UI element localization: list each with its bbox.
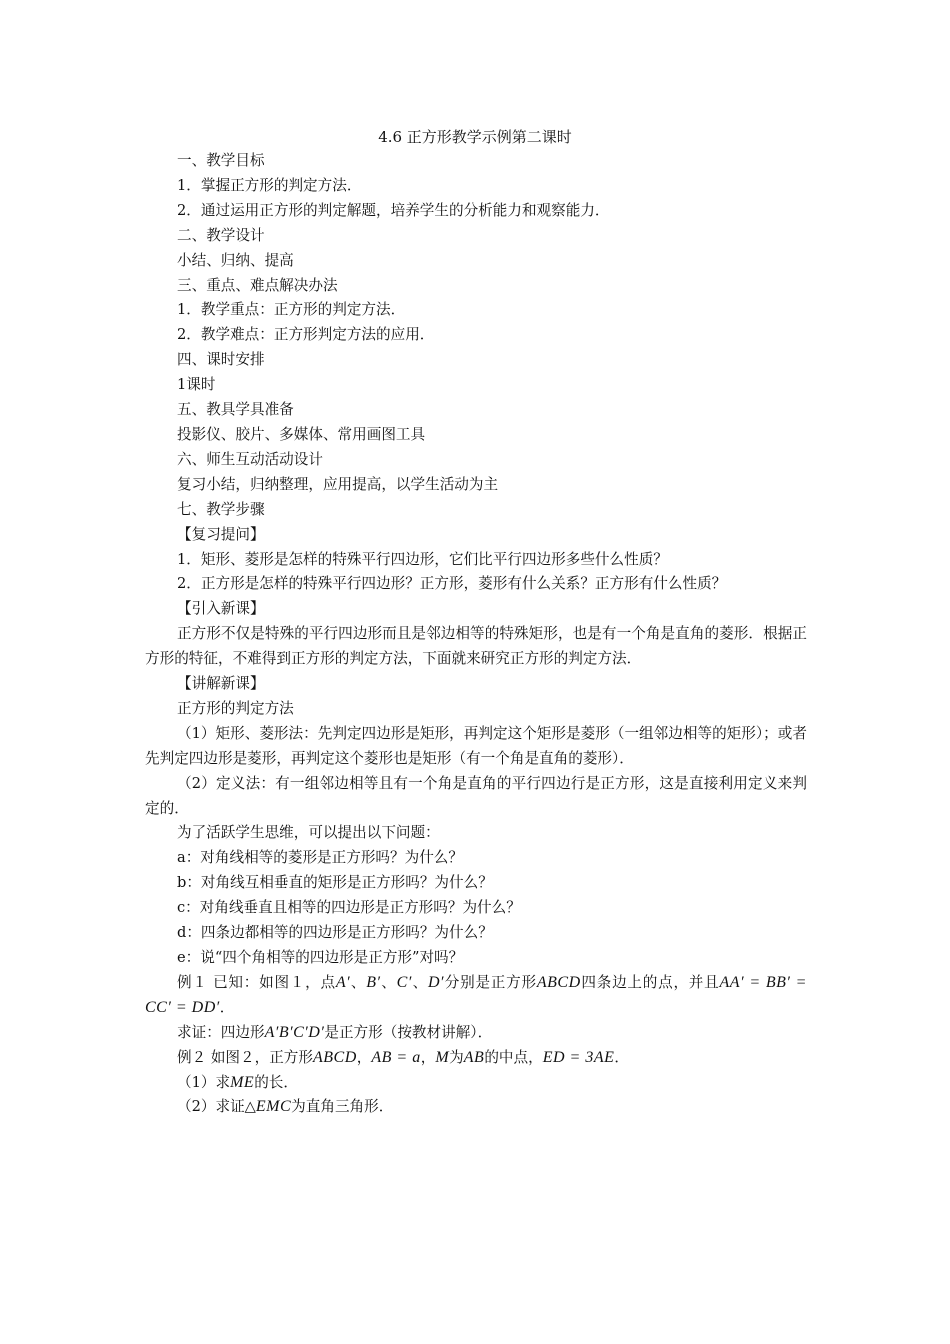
example-2-question-1 (145, 1071, 807, 1096)
quad-a-b-c-d-prime: A′B′C′D′ (264, 1023, 325, 1041)
q2-suffix: 为直角三角形． (291, 1098, 394, 1116)
ex1-sep-3: 、 (411, 973, 428, 991)
question-e: e：说“四个角相等的四边形是正方形”对吗？ (177, 949, 464, 966)
question-a: a：对角线相等的菱形是正方形吗？为什么？ (177, 849, 463, 867)
lecture-heading: 【讲解新课】 (177, 675, 265, 693)
section-heading-steps: 七、教学步骤 (177, 500, 265, 518)
section-heading-design: 二、教学设计 (177, 226, 265, 244)
activities-text: 复习小结，归纳整理，应用提高，以学生活动为主 (177, 475, 499, 493)
goal-item-2: 2．通过运用正方形的判定解题，培养学生的分析能力和观察能力． (177, 201, 610, 219)
q1-prefix: （1）求 (177, 1073, 231, 1091)
tools-text: 投影仪、胶片、多媒体、常用画图工具 (177, 425, 426, 443)
square-abcd: ABCD (536, 973, 581, 991)
review-question-1: 1．矩形、菱形是怎样的特殊平行四边形，它们比平行四边形多些什么性质？ (177, 550, 668, 568)
prove-prefix: 求证：四边形 (177, 1023, 265, 1041)
example-2-question-2 (145, 1095, 807, 1120)
equation-ab-a: AB = a (371, 1048, 421, 1066)
q2-prefix: （2）求证△ (177, 1098, 256, 1116)
point-b-prime: B′ (366, 973, 381, 991)
section-heading-goals: 一、教学目标 (177, 152, 265, 169)
triangle-emc: EMC (255, 1098, 292, 1116)
intro-paragraph: 正方形不仅是特殊的平行四边形而且是邻边相等的特殊矩形，也是有一个角是直角的菱形．根据正方形的特征，不难得到正方形的判定方法，下面就来研究正方形的判定方法． (145, 625, 807, 668)
ex2-comma-2: ， (420, 1048, 436, 1066)
example-1-statement (145, 971, 807, 1021)
ex2-mid2: 的中点， (484, 1048, 543, 1066)
example-1-prove (145, 1021, 807, 1046)
equation-equal-segments: AA′ = BB′ = CC′ = DD′ (145, 973, 807, 1016)
questions-intro: 为了活跃学生思维，可以提出以下问题： (177, 824, 440, 842)
goal-item-1: 1．掌握正方形的判定方法． (177, 176, 362, 194)
section-heading-activities: 六、师生互动活动设计 (177, 450, 323, 468)
ex1-end: ． (219, 998, 235, 1016)
section-heading-schedule: 四、课时安排 (177, 351, 265, 369)
point-c-prime: C′ (396, 973, 412, 991)
point-d-prime: D′ (427, 973, 444, 991)
question-d: d：四条边都相等的四边形是正方形吗？为什么？ (177, 924, 493, 942)
ex1-sep-1: 、 (350, 973, 367, 991)
keypoint-item-2: 2．教学难点：正方形判定方法的应用． (177, 326, 435, 344)
equation-ed-3ae: ED = 3AE (542, 1048, 615, 1066)
method-1-paragraph: （1）矩形、菱形法：先判定四边形是矩形，再判定这个矩形是菱形（一组邻边相等的矩形）；或者先判定四边形是菱形，再判定这个菱形也是矩形（有一个角是直角的菱形）． (145, 724, 807, 767)
ex2-square-abcd: ABCD (312, 1048, 357, 1066)
section-heading-tools: 五、教具学具准备 (177, 401, 294, 419)
design-text: 小结、归纳、提高 (177, 251, 294, 269)
document-title: 4.6 正方形教学示例第二课时 (378, 128, 572, 146)
ex1-prefix: 例１ 已知：如图１，点 (177, 973, 336, 991)
ex2-end: ． (614, 1048, 629, 1066)
intro-heading: 【引入新课】 (177, 600, 265, 618)
schedule-text: 1课时 (177, 376, 216, 394)
ex1-sep-2: 、 (380, 973, 397, 991)
example-2-statement (145, 1046, 807, 1071)
question-b: b：对角线互相垂直的矩形是正方形吗？为什么？ (177, 874, 493, 892)
ex2-prefix: 例２ 如图２，正方形 (177, 1048, 313, 1066)
ex2-comma-1: ， (356, 1048, 372, 1066)
point-a-prime: A′ (335, 973, 351, 991)
document-body (145, 149, 807, 1120)
question-c: c：对角线垂直且相等的四边形是正方形吗？为什么？ (177, 899, 521, 917)
method-title: 正方形的判定方法 (177, 699, 294, 717)
segment-ab: AB (463, 1048, 485, 1066)
review-question-2: 2．正方形是怎样的特殊平行四边形？正方形，菱形有什么关系？正方形有什么性质？ (177, 575, 727, 593)
point-m: M (435, 1048, 450, 1066)
segment-me: ME (230, 1073, 255, 1091)
ex2-mid: 为 (449, 1048, 464, 1066)
ex1-suffix: 四条边上的点，并且 (580, 973, 720, 991)
keypoint-item-1: 1．教学重点：正方形的判定方法． (177, 301, 406, 319)
method-2-paragraph: （2）定义法：有一组邻边相等且有一个角是直角的平行四边行是正方形，这是直接利用定义来判定的． (145, 774, 807, 817)
review-heading: 【复习提问】 (177, 525, 265, 543)
prove-suffix: 是正方形（按教材讲解）． (324, 1023, 493, 1041)
ex1-mid: 分别是正方形 (444, 973, 537, 991)
q1-suffix: 的长． (254, 1073, 298, 1091)
section-heading-keypoints: 三、重点、难点解决办法 (177, 276, 338, 294)
